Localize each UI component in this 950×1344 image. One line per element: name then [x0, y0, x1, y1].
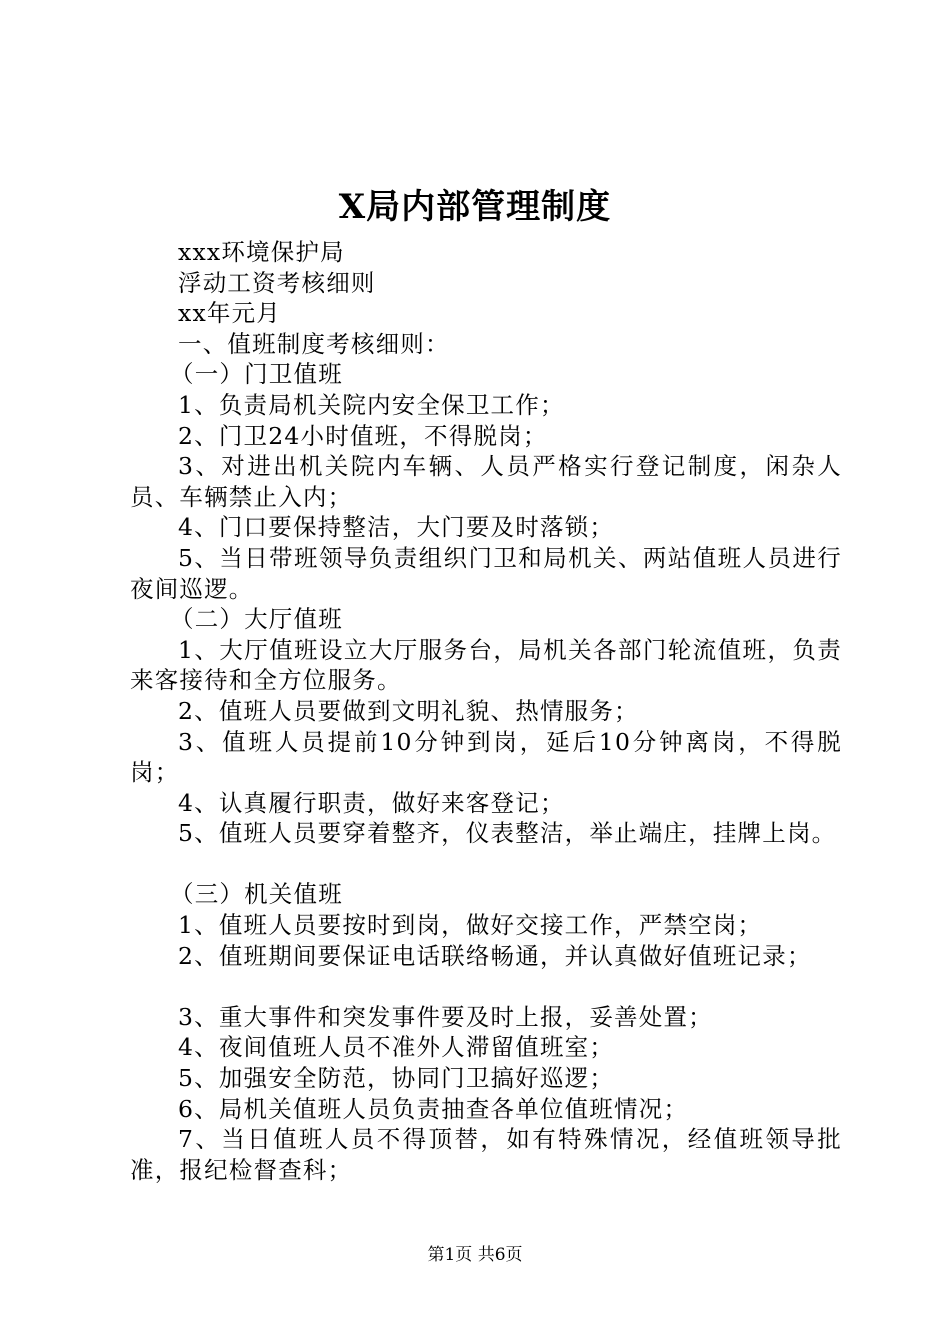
- rule-item: 6、局机关值班人员负责抽查各单位值班情况；: [178, 1094, 689, 1123]
- document-body: [130, 237, 842, 1185]
- subsection-heading: （二）大厅值班: [170, 605, 343, 634]
- agency-name: xxx环境保护局: [178, 238, 345, 266]
- rule-item: 2、门卫24小时值班，不得脱岗；: [178, 421, 548, 450]
- document-title: X局内部管理制度: [338, 187, 612, 227]
- rule-item: 5、值班人员要穿着整齐，仪表整洁，举止端庄，挂牌上岗。: [178, 819, 837, 848]
- page-number: 第1页 共6页: [427, 1245, 523, 1265]
- section-heading: 一、值班制度考核细则：: [178, 329, 450, 358]
- blank-line: [130, 849, 842, 880]
- subsection-heading: （三）机关值班: [170, 880, 343, 909]
- rule-item: 5、加强安全防范，协同门卫搞好巡逻；: [178, 1064, 615, 1093]
- rule-item: 3、对进出机关院内车辆、人员严格实行登记制度，闲杂人员、车辆禁止入内；: [130, 452, 842, 511]
- rule-item: 1、大厅值班设立大厅服务台，局机关各部门轮流值班，负责来客接待和全方位服务。: [130, 635, 842, 695]
- document-subtitle: 浮动工资考核细则: [178, 268, 376, 297]
- rule-item: 5、当日带班领导负责组织门卫和局机关、两站值班人员进行夜间巡逻。: [130, 543, 842, 603]
- rule-item: 1、值班人员要按时到岗，做好交接工作，严禁空岗；: [178, 911, 763, 940]
- rule-item: 4、门口要保持整洁，大门要及时落锁；: [178, 513, 615, 542]
- rule-item: 4、认真履行职责，做好来客登记；: [178, 788, 565, 817]
- rule-item: 2、值班期间要保证电话联络畅通，并认真做好值班记录；: [178, 941, 812, 970]
- rule-item: 7、当日值班人员不得顶替，如有特殊情况，经值班领导批准，报纪检督查科；: [130, 1125, 842, 1184]
- blank-line: [130, 971, 842, 1002]
- document-date: xx年元月: [178, 299, 282, 328]
- rule-item: 4、夜间值班人员不准外人滞留值班室；: [178, 1033, 615, 1062]
- rule-item: 3、重大事件和突发事件要及时上报，妥善处置；: [178, 1002, 713, 1031]
- rule-item: 1、负责局机关院内安全保卫工作；: [178, 390, 565, 419]
- subsection-heading: （一）门卫值班: [170, 360, 343, 389]
- rule-item: 2、值班人员要做到文明礼貌、热情服务；: [178, 696, 639, 725]
- rule-item: 3、值班人员提前10分钟到岗，延后10分钟离岗，不得脱岗；: [130, 727, 842, 787]
